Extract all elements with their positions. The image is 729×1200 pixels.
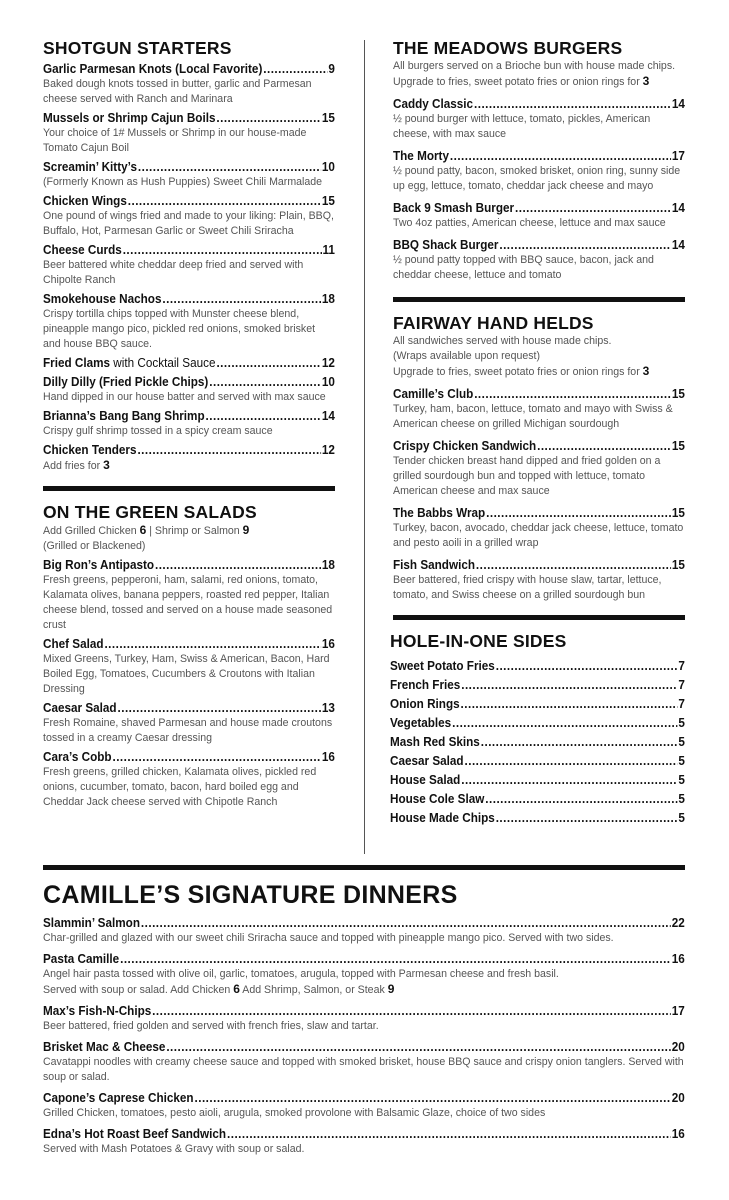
side-item [390, 809, 685, 828]
item-name: Smokehouse Nachos [43, 292, 162, 306]
item-price: 16 [671, 952, 685, 966]
item-description: Mixed Greens, Turkey, Ham, Swiss & American, Bacon, Hard Boiled Egg, Tomatoes, Cucumbers & Croutons with Italian Dressing [43, 653, 330, 695]
item-name-suffix: with Cocktail Sauce [110, 356, 216, 370]
left-column [43, 38, 335, 810]
menu-item [43, 110, 335, 156]
item-name: Crispy Chicken Sandwich [393, 439, 537, 453]
handhelds-title: FAIRWAY HAND HELDS [393, 313, 594, 333]
item-description: Cavatappi noodles with creamy cheese sauce and topped with smoked brisket, house BBQ sauce and crispy onion tanglers. Served with soup or salad. [43, 1056, 684, 1083]
item-price: 15 [671, 387, 685, 401]
item-name: Garlic Parmesan Knots (Local Favorite) [43, 62, 263, 76]
item-description: ½ pound patty topped with BBQ sauce, bacon, jack and cheddar cheese, lettuce and tomato [393, 254, 654, 281]
menu-item [393, 96, 685, 142]
menu-item [43, 61, 335, 107]
item-price: 15 [671, 439, 685, 453]
item-name: Back 9 Smash Burger [393, 201, 515, 215]
section-divider [43, 486, 335, 491]
burgers-section [393, 38, 685, 283]
item-price: 10 [321, 160, 335, 174]
section-divider [393, 297, 685, 302]
item-price: 14 [671, 97, 685, 111]
item-description: Turkey, ham, bacon, lettuce, tomato and mayo with Swiss & American cheese on grilled Michigan sourdough [393, 403, 673, 430]
item-price: 7 [678, 697, 685, 711]
menu-item [393, 438, 685, 499]
item-name: Edna’s Hot Roast Beef Sandwich [43, 1127, 227, 1141]
right-column [390, 38, 685, 828]
dinners-title: CAMILLE’S SIGNATURE DINNERS [43, 881, 458, 909]
item-name: Slammin’ Salmon [43, 916, 140, 930]
item-price: 18 [321, 558, 335, 572]
item-price: 13 [321, 701, 335, 715]
menu-item [393, 505, 685, 551]
item-description: One pound of wings fried and made to your liking: Plain, BBQ, Buffalo, Hot, Parmesan Garlic or Sweet Chili Sriracha [43, 210, 334, 237]
starters-section [43, 38, 335, 474]
salads-section [43, 502, 335, 810]
item-price: 7 [678, 678, 685, 692]
item-price: 5 [678, 792, 685, 806]
menu-item [43, 1003, 685, 1034]
item-name: Vegetables [390, 716, 452, 730]
menu-item [43, 291, 335, 352]
item-name: House Made Chips [390, 811, 495, 825]
item-price: 14 [671, 201, 685, 215]
item-name: Fish Sandwich [393, 558, 475, 572]
item-description: Crispy gulf shrimp tossed in a spicy cream sauce [43, 425, 273, 437]
item-price: 18 [321, 292, 335, 306]
item-name: Onion Rings [390, 697, 460, 711]
item-price: 12 [321, 443, 335, 457]
menu-item [393, 200, 685, 231]
item-price: 15 [321, 111, 335, 125]
item-description: (Formerly Known as Hush Puppies) Sweet Chili Marmalade [43, 176, 323, 188]
item-name: Mussels or Shrimp Cajun Boils [43, 111, 216, 125]
item-name: Screamin’ Kitty’s [43, 160, 137, 174]
menu-item [393, 386, 685, 432]
item-description: Angel hair pasta tossed with olive oil, garlic, tomatoes, arugula, topped with Parmesan cheese and fresh basil. [43, 968, 559, 980]
item-price: 5 [678, 773, 685, 787]
item-description: Your choice of 1# Mussels or Shrimp in our house-made Tomato Cajun Boil [43, 127, 307, 154]
item-name: Caddy Classic [393, 97, 474, 111]
item-description: Fresh Romaine, shaved Parmesan and house made croutons tossed in a creamy Caesar dressing [43, 717, 333, 744]
item-description: Baked dough knots tossed in butter, garlic and Parmesan cheese served with Ranch and Marinara [43, 78, 312, 105]
item-name: House Salad [390, 773, 461, 787]
item-description: ½ pound patty, bacon, smoked brisket, onion ring, sunny side up egg, lettuce, tomato, cheddar jack cheese and mayo [393, 165, 681, 192]
item-price: 5 [678, 754, 685, 768]
item-name: Cheese Curds [43, 243, 122, 257]
menu-item [393, 237, 685, 283]
menu-item [43, 915, 685, 946]
handhelds-note: All sandwiches served with house made chips. [393, 335, 612, 347]
burgers-upgrade-note: Upgrade to fries, sweet potato fries or onion rings for 3 [393, 74, 650, 88]
dinners-section [43, 880, 685, 1157]
item-name: Big Ron’s Antipasto [43, 558, 155, 572]
side-item [390, 676, 685, 695]
menu-item [43, 355, 335, 371]
sides-section [390, 631, 685, 828]
item-price: 17 [671, 149, 685, 163]
item-price: 11 [322, 243, 335, 257]
burgers-title: THE MEADOWS BURGERS [393, 38, 623, 58]
handhelds-section [393, 313, 685, 603]
side-item [390, 733, 685, 752]
item-name: Sweet Potato Fries [390, 659, 495, 673]
item-name: Brisket Mac & Cheese [43, 1040, 166, 1054]
item-description: Tender chicken breast hand dipped and fried golden on a grilled sourdough bun and topped with lettuce, tomato American cheese and max sauce [393, 455, 661, 497]
item-price: 15 [671, 558, 685, 572]
item-price: 5 [678, 735, 685, 749]
menu-item [393, 557, 685, 603]
salads-title: ON THE GREEN SALADS [43, 502, 257, 522]
item-description: Fresh greens, grilled chicken, Kalamata olives, pickled red onions, cucumber, tomato, bacon, hard boiled egg and Cheddar Jack cheese served with Chipotle Ranch [43, 766, 317, 808]
item-price: 16 [321, 750, 335, 764]
burgers-note: All burgers served on a Brioche bun with house made chips. [393, 60, 676, 72]
item-price: 16 [321, 637, 335, 651]
item-name: Cara’s Cobb [43, 750, 112, 764]
item-description: Beer battered, fried golden and served with french fries, slaw and tartar. [43, 1020, 379, 1032]
menu-item [43, 1039, 685, 1085]
item-price: 20 [671, 1040, 685, 1054]
item-name: Fried Clams with Cocktail Sauce [43, 356, 216, 370]
sides-title: HOLE-IN-ONE SIDES [390, 631, 567, 651]
item-price: 16 [671, 1127, 685, 1141]
item-name: Capone’s Caprese Chicken [43, 1091, 194, 1105]
menu-item [43, 408, 335, 439]
item-price: 14 [321, 409, 335, 423]
menu-item [43, 700, 335, 746]
item-name: The Babbs Wrap [393, 506, 486, 520]
item-price: 12 [321, 356, 335, 370]
item-name: Chef Salad [43, 637, 104, 651]
item-price: 15 [671, 506, 685, 520]
menu-item [43, 374, 335, 405]
item-description: Char-grilled and glazed with our sweet chili Sriracha sauce and topped with pineapple mango pico. Served with two sides. [43, 932, 614, 944]
item-name: Camille’s Club [393, 387, 474, 401]
item-description: Add fries for 3 [43, 458, 110, 472]
menu-item [43, 557, 335, 633]
item-name: Chicken Wings [43, 194, 127, 208]
column-divider [364, 40, 365, 854]
menu-item [43, 749, 335, 810]
item-description: Crispy tortilla chips topped with Munster cheese blend, pineapple mango pico, pickled red onions, smoked brisket and house BBQ sauce. [43, 308, 316, 350]
handhelds-wrap-note: (Wraps available upon request) [393, 350, 541, 362]
menu-item [43, 636, 335, 697]
item-name: Brianna’s Bang Bang Shrimp [43, 409, 205, 423]
item-name: Dilly Dilly (Fried Pickle Chips) [43, 375, 209, 389]
menu-item [43, 193, 335, 239]
item-name: The Morty [393, 149, 449, 163]
item-price: 20 [671, 1091, 685, 1105]
item-description: ½ pound burger with lettuce, tomato, pickles, American cheese, with max sauce [393, 113, 651, 140]
handhelds-upgrade-note: Upgrade to fries, sweet potato fries or onion rings for 3 [393, 364, 650, 378]
menu-item [43, 951, 685, 998]
menu-item [43, 1090, 685, 1121]
item-name: BBQ Shack Burger [393, 238, 499, 252]
item-description: Two 4oz patties, American cheese, lettuce and max sauce [393, 217, 666, 229]
item-price: 15 [321, 194, 335, 208]
item-price: 9 [328, 62, 335, 76]
item-name: French Fries [390, 678, 461, 692]
side-item [390, 771, 685, 790]
side-item [390, 790, 685, 809]
item-name: Max’s Fish-N-Chips [43, 1004, 152, 1018]
item-name: Mash Red Skins [390, 735, 480, 749]
item-name: Chicken Tenders [43, 443, 137, 457]
side-item [390, 657, 685, 676]
menu-item [43, 242, 335, 288]
item-price: 17 [671, 1004, 685, 1018]
item-description-addons: Served with soup or salad. Add Chicken 6 Add Shrimp, Salmon, or Steak 9 [43, 982, 395, 996]
item-name: Caesar Salad [43, 701, 117, 715]
item-description: Grilled Chicken, tomatoes, pesto aioli, arugula, smoked provolone with Balsamic Glaze, choice of two sides [43, 1107, 546, 1119]
item-price: 14 [671, 238, 685, 252]
starters-title: SHOTGUN STARTERS [43, 38, 232, 58]
item-description: Turkey, bacon, avocado, cheddar jack cheese, lettuce, tomato and pesto aoili in a grilled wrap [393, 522, 684, 549]
item-price: 7 [678, 659, 685, 673]
item-name: Pasta Camille [43, 952, 120, 966]
side-item [390, 714, 685, 733]
item-description: Served with Mash Potatoes & Gravy with soup or salad. [43, 1143, 305, 1155]
item-description: Fresh greens, pepperoni, ham, salami, red onions, tomato, Kalamata olives, banana peppers, roasted red pepper, Italian cheese blend, tossed and served on a house made seasoned crust [43, 574, 333, 631]
item-price: 5 [678, 716, 685, 730]
section-divider [43, 865, 685, 870]
item-description: Hand dipped in our house batter and served with max sauce [43, 391, 326, 403]
item-price: 10 [321, 375, 335, 389]
side-item [390, 695, 685, 714]
menu-item [393, 148, 685, 194]
menu-item [43, 442, 335, 474]
side-item [390, 752, 685, 771]
menu-item [43, 1126, 685, 1157]
item-description: Beer battered, fried crispy with house slaw, tartar, lettuce, tomato, and Swiss cheese on a grilled sourdough bun [393, 574, 662, 601]
item-price: 22 [671, 916, 685, 930]
salads-note: Add Grilled Chicken 6 | Shrimp or Salmon 9 [43, 523, 250, 537]
addon-price: 3 [103, 458, 110, 472]
item-name: House Cole Slaw [390, 792, 485, 806]
item-description: Beer battered white cheddar deep fried and served with Chipolte Ranch [43, 259, 304, 286]
menu-item [43, 159, 335, 190]
item-name: Caesar Salad [390, 754, 464, 768]
salads-note-2: (Grilled or Blackened) [43, 540, 146, 552]
section-divider [393, 615, 685, 620]
item-price: 5 [678, 811, 685, 825]
